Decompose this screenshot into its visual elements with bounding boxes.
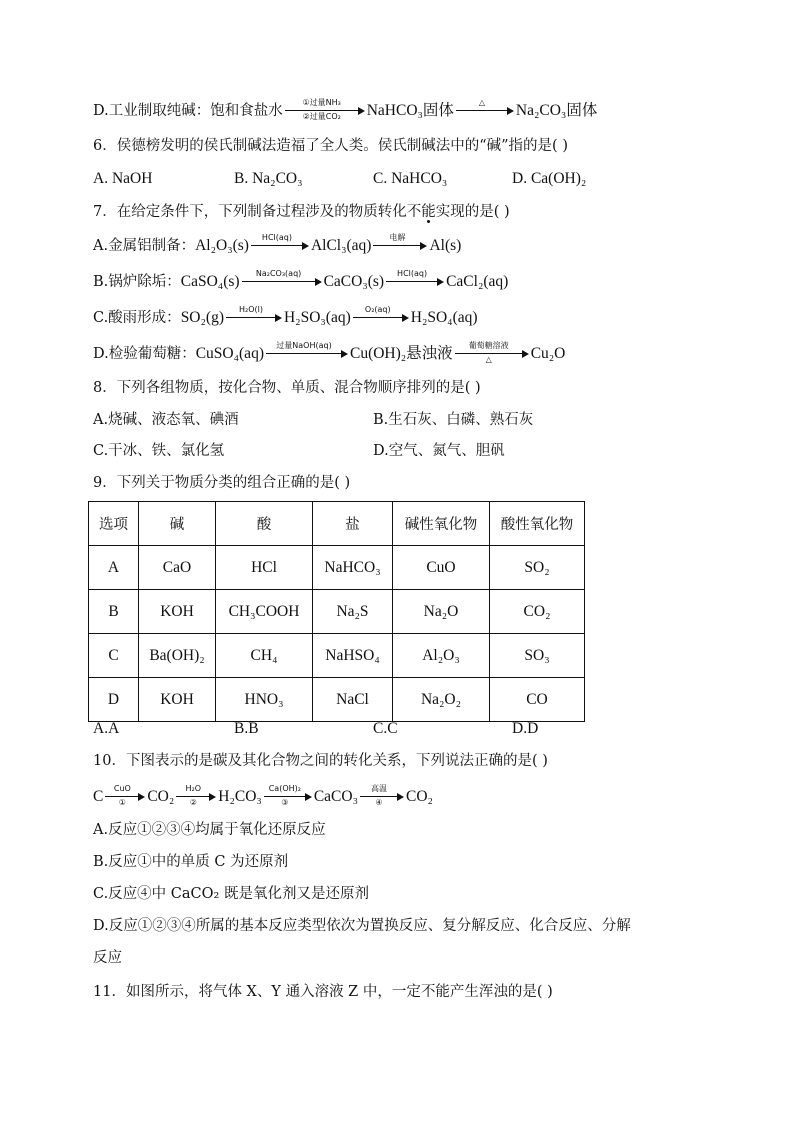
table-row (89, 590, 585, 634)
q10-option-a: A.反应①②③④均属于氧化还原反应 (93, 822, 326, 838)
table-header-cell: 碱 (139, 502, 216, 546)
table-cell: CO₂ (490, 590, 585, 634)
q6-option-a: A. NaOH (93, 170, 153, 187)
q8-option-a: A.烧碱、液态氧、碘酒 (93, 412, 239, 428)
intermediate: NaHCO₃固体 (366, 102, 454, 119)
q10-option-b: B.反应①中的单质 C 为还原剂 (93, 854, 289, 870)
table-header-cell: 酸 (216, 502, 313, 546)
reaction-arrow: O₂(aq) (353, 308, 409, 328)
q6-option-b: B. Na₂CO₃ (234, 170, 303, 187)
table-cell: Na₂S (313, 590, 393, 634)
reaction-arrow: HCl(aq) (251, 236, 309, 256)
reaction-arrow: 葡萄糖溶液 △ (455, 344, 529, 364)
table-cell: B (89, 590, 139, 634)
reaction-arrow: CuO ① (105, 787, 145, 807)
reaction-arrow: H₂O ② (176, 787, 216, 807)
reaction-arrow: 过量NaOH(aq) (266, 344, 348, 364)
reaction-arrow: ①过量NH₃ ②过量CO₂ (285, 101, 365, 121)
reaction-arrow: HCl(aq) (386, 272, 444, 292)
table-cell: SO₂ (490, 546, 585, 590)
table-cell: Na₂O₂ (393, 678, 490, 722)
table-cell: HNO₃ (216, 678, 313, 722)
table-cell: KOH (139, 590, 216, 634)
question-6-stem: 6．侯德榜发明的侯氏制碱法造福了全人类。侯氏制碱法中的“碱”指的是( ) (93, 138, 568, 154)
q7-option-a: A.金属铝制备：Al₂O₃(s) HCl(aq) AlCl₃(aq) 电解 Al(s) (93, 233, 462, 254)
table-cell: Al₂O₃ (393, 634, 490, 678)
table-cell: SO₃ (490, 634, 585, 678)
table-cell: D (89, 678, 139, 722)
q7-option-b: B.锅炉除垢：CaSO₄(s) Na₂CO₃(aq) CaCO₃(s) HCl(aq) CaCl₂(aq) (93, 269, 509, 290)
table-cell: NaCl (313, 678, 393, 722)
question-7-stem: 7．在给定条件下，下列制备过程涉及的物质转化不能实现的是( ) (93, 204, 510, 220)
table-cell: KOH (139, 678, 216, 722)
product: Na₂CO₃固体 (515, 102, 598, 119)
carbon-transformation-chain: C CuO ① CO₂ H₂O ② H₂CO₃ Ca(OH)₂ ③ CaCO₃ 高温 ④ CO₂ (93, 784, 433, 808)
emphasis-mark: 能 (421, 204, 436, 220)
table-cell: Na₂O (393, 590, 490, 634)
table-cell: CO (490, 678, 585, 722)
q9-option-b: B.B (234, 720, 259, 737)
classification-table (88, 501, 585, 722)
table-cell: C (89, 634, 139, 678)
table-row (89, 546, 585, 590)
question-8-stem: 8．下列各组物质，按化合物、单质、混合物顺序排列的是( ) (93, 380, 481, 396)
table-cell: HCl (216, 546, 313, 590)
table-header-cell: 碱性氧化物 (393, 502, 490, 546)
q8-option-b: B.生石灰、白磷、熟石灰 (373, 412, 534, 428)
table-header-row (89, 502, 585, 546)
q6-option-d: D. Ca(OH)₂ (512, 170, 587, 187)
q10-option-c: C.反应④中 CaCO₂ 既是氧化剂又是还原剂 (93, 886, 369, 902)
reaction-arrow: H₂O(l) (226, 308, 282, 328)
table-cell: NaHCO₃ (313, 546, 393, 590)
industry-prefix: D.工业制取纯碱：饱和食盐水 (93, 103, 283, 119)
q8-option-c: C.干冰、铁、氯化氢 (93, 443, 225, 459)
table-cell: CH₃COOH (216, 590, 313, 634)
reaction-arrow: Na₂CO₃(aq) (242, 272, 322, 292)
question-11-stem: 11．如图所示，将气体 X、Y 通入溶液 Z 中，一定不能产生浑浊的是( ) (93, 984, 553, 1000)
question-9-stem: 9．下列关于物质分类的组合正确的是( ) (93, 475, 351, 491)
table-cell: NaHSO₄ (313, 634, 393, 678)
table-header-cell: 盐 (313, 502, 393, 546)
q9-option-a: A.A (93, 720, 120, 737)
table-cell: CH₄ (216, 634, 313, 678)
industry-soda-line (93, 98, 598, 121)
q10-option-d: D.反应①②③④所属的基本反应类型依次为置换反应、复分解反应、化合反应、分解 (93, 918, 631, 934)
q9-option-c: C.C (373, 720, 398, 737)
question-10-stem: 10．下图表示的是碳及其化合物之间的转化关系，下列说法正确的是( ) (93, 753, 548, 769)
table-row (89, 678, 585, 722)
q6-option-c: C. NaHCO₃ (373, 170, 448, 187)
reaction-arrow: Ca(OH)₂ ③ (264, 787, 312, 807)
q7-option-c: C.酸雨形成：SO₂(g) H₂O(l) H₂SO₃(aq) O₂(aq) H₂SO₄(aq) (93, 305, 478, 326)
q7-option-d: D.检验葡萄糖：CuSO₄(aq) 过量NaOH(aq) Cu(OH)₂悬浊液 葡萄糖溶液 △ Cu₂O (93, 341, 566, 364)
table-header-cell: 酸性氧化物 (490, 502, 585, 546)
reaction-arrow: △ (456, 101, 514, 121)
table-cell: A (89, 546, 139, 590)
table-cell: CuO (393, 546, 490, 590)
q8-option-d: D.空气、氮气、胆矾 (373, 443, 505, 459)
reaction-arrow: 高温 ④ (360, 787, 404, 807)
reaction-arrow: 电解 (373, 236, 427, 256)
table-header-cell: 选项 (89, 502, 139, 546)
table-row (89, 634, 585, 678)
q10-option-d-continued: 反应 (93, 950, 122, 966)
table-cell: Ba(OH)₂ (139, 634, 216, 678)
q9-option-d: D.D (512, 720, 539, 737)
table-cell: CaO (139, 546, 216, 590)
